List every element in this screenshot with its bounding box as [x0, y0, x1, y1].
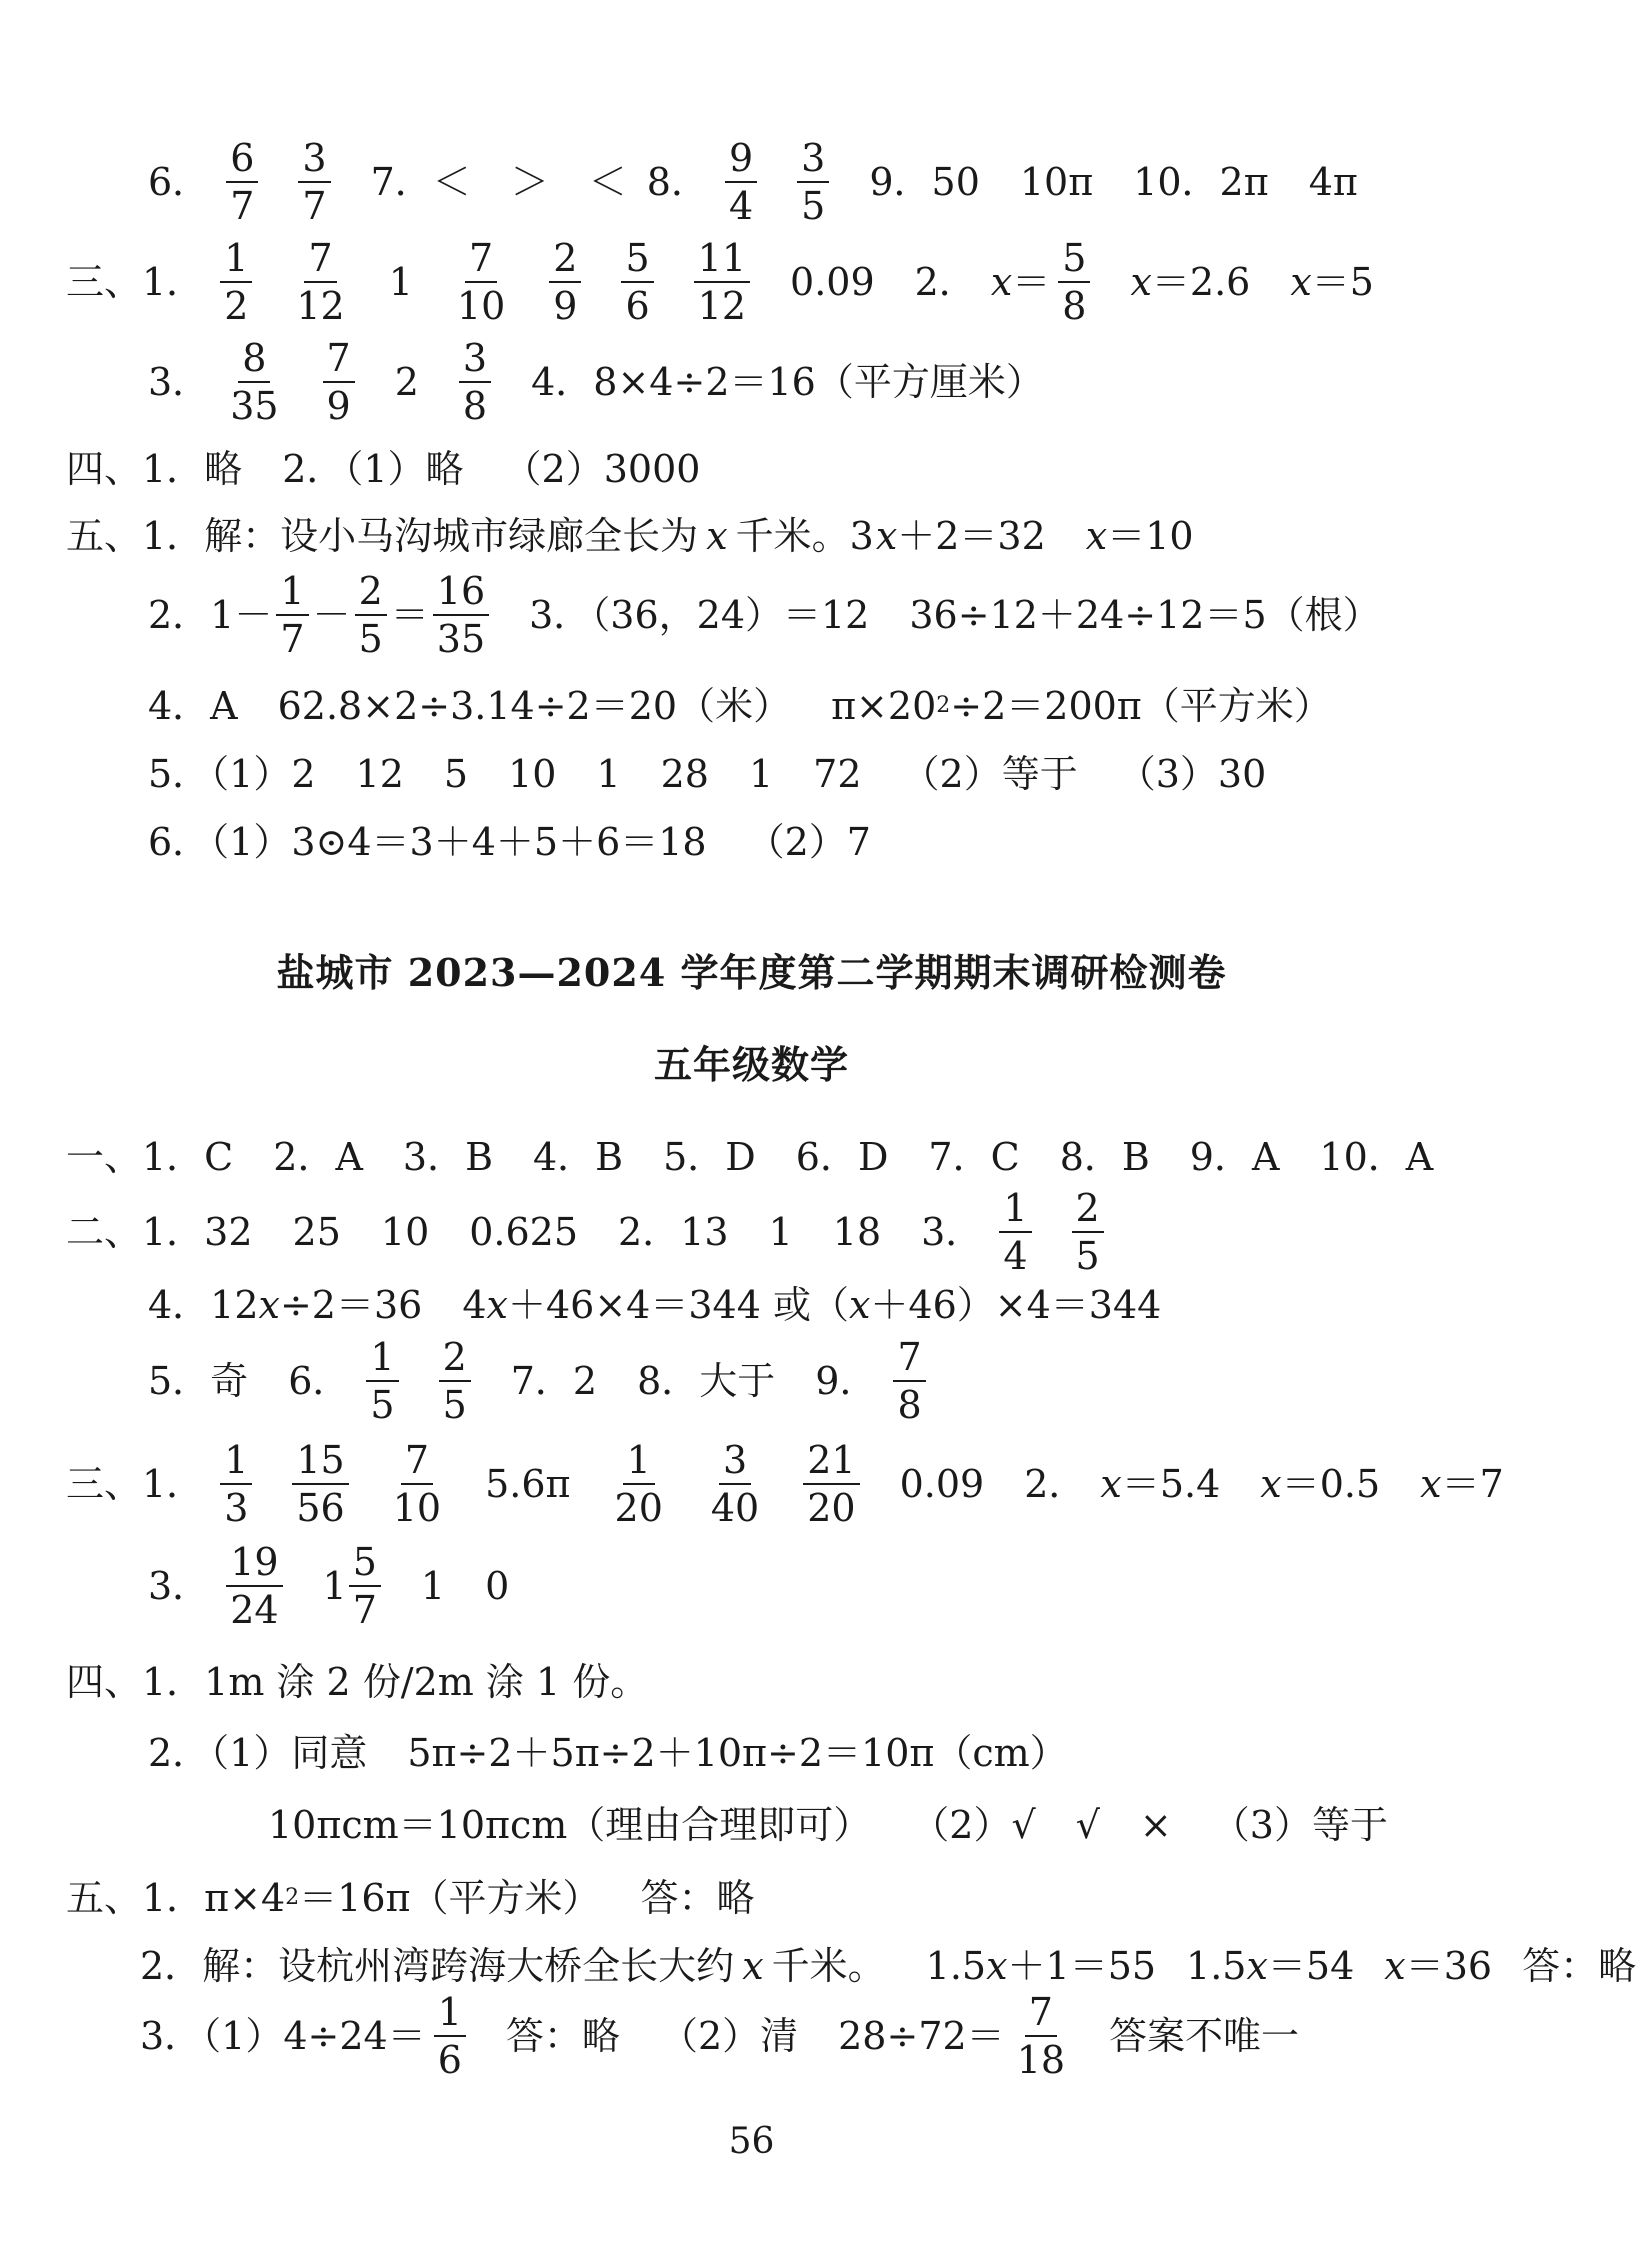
answer-text: 5π÷2＋5π÷2＋10π÷2＝10π（cm）	[407, 1731, 1068, 1775]
answer-text: （2）√	[911, 1803, 1036, 1847]
fraction: $\frac{9}{4}$	[725, 135, 757, 229]
variable-x: x	[1260, 1462, 1282, 1506]
answer-row	[140, 1944, 1636, 1988]
answer-text: 答：略	[505, 2014, 620, 2058]
answer-row	[66, 1185, 1144, 1279]
answer-text: 10πcm＝10πcm（理由合理即可）	[268, 1803, 872, 1847]
answer-text: ＝36	[1405, 1944, 1493, 1988]
fraction: $\frac{7}{9}$	[323, 335, 355, 429]
answer-text: 28	[660, 752, 709, 796]
item-number: 8．	[646, 160, 709, 204]
fraction: $\frac{11}{12}$	[694, 235, 750, 329]
answer-text: 4．8×4÷2＝16（平方厘米）	[531, 360, 1044, 404]
answer-text: 7．2	[510, 1359, 598, 1403]
answer-row	[66, 1660, 649, 1704]
fraction: $\frac{2}{5}$	[1072, 1185, 1104, 1279]
answer-text: 4．A	[148, 684, 238, 728]
answer-text: 4．B	[533, 1135, 624, 1179]
answer-text: 五、1．解：设小马沟城市绿廊全长为	[66, 514, 699, 558]
answer-row: 五、1．π×4 2 ＝16π（平方米） 答：略	[66, 1876, 755, 1920]
variable-x: x	[1100, 1462, 1122, 1506]
answer-text: 1	[596, 752, 621, 796]
fraction: $\frac{7}{18}$	[1016, 1990, 1066, 2082]
answer-text: 二、1．32	[66, 1210, 253, 1254]
section-label: 三、1．	[66, 260, 205, 304]
answer-row: 4．A 62.8×2÷3.14÷2＝20（米） π×20 2 ÷2＝200π（平方米）	[148, 684, 1332, 728]
answer-text: 62.8×2÷3.14÷2＝20（米）	[277, 684, 792, 728]
answer-text: ＝2.6	[1151, 260, 1251, 304]
answer-row	[268, 1803, 1388, 1847]
item-number: 3．	[921, 1210, 984, 1254]
answer-text: ＝10	[1107, 514, 1194, 558]
variable-x: x	[848, 1283, 871, 1327]
answer-text: ＋1＝55	[1007, 1944, 1157, 1988]
fraction: $\frac{3}{8}$	[459, 335, 491, 429]
answer-row	[66, 235, 1374, 329]
answer-text: 1	[748, 752, 774, 796]
answer-text: （2）清	[659, 2014, 799, 2058]
answer-text: 12	[355, 752, 404, 796]
answer-text: 2．13	[618, 1210, 729, 1254]
answer-text: ＜	[588, 160, 627, 204]
item-number: 2．	[1024, 1462, 1087, 1506]
answer-row	[66, 514, 1194, 558]
fraction: $\frac{7}{10}$	[456, 236, 506, 328]
fraction: $\frac{1}{7}$	[276, 568, 308, 662]
answer-text: 2．（1）同意	[148, 1731, 368, 1775]
answer-text: 1	[388, 260, 413, 304]
answer-text: 10	[380, 1210, 430, 1254]
fraction: $\frac{15}{56}$	[292, 1437, 348, 1531]
answer-row	[148, 752, 1267, 796]
answer-text: 2	[394, 360, 419, 404]
answer-text: 0	[485, 1564, 510, 1608]
item-number: 3．	[148, 360, 211, 404]
answer-text: 3．（1）4÷24＝	[140, 2014, 426, 2058]
answer-text: ＝7	[1441, 1462, 1504, 1506]
answer-text: 8．B	[1059, 1135, 1150, 1179]
answer-text: 四、1．1m 涂 2 份/2m 涂 1 份。	[66, 1660, 649, 1704]
answer-text: √	[1075, 1803, 1100, 1847]
answer-text: （3）30	[1117, 752, 1267, 796]
answer-text: 7．＜	[370, 160, 471, 204]
item-number: 2．	[914, 260, 977, 304]
mixed-number-whole: 1	[322, 1564, 347, 1608]
answer-row	[66, 447, 701, 491]
page-title: 盐城市 2023—2024 学年度第二学期期末调研检测卷	[276, 950, 1227, 995]
answer-text: 千米。3	[735, 514, 874, 558]
answer-text: ＞	[510, 160, 549, 204]
answer-text: 9．A	[1189, 1135, 1280, 1179]
answer-text: ＝54	[1267, 1944, 1355, 1988]
fraction: $\frac{7}{10}$	[392, 1438, 442, 1530]
answer-text: 10．A	[1319, 1135, 1434, 1179]
answer-row	[148, 1539, 509, 1633]
answer-text: 72	[813, 752, 862, 796]
variable-x: x	[1420, 1462, 1442, 1506]
answer-text: 答案不唯一	[1109, 2014, 1300, 2058]
answer-text: ＝16π（平方米）	[299, 1876, 601, 1920]
answer-text: ＋46×4＝344 或（	[507, 1283, 849, 1327]
answer-text: 10．2π	[1133, 160, 1269, 204]
answer-row	[148, 135, 1358, 229]
page-subtitle: 五年级数学	[653, 1042, 849, 1087]
answer-text: 28÷72＝	[838, 2014, 1005, 2058]
answer-text: 10	[508, 752, 557, 796]
item-number: 9．	[815, 1359, 878, 1403]
answer-text: 4	[462, 1283, 487, 1327]
variable-x: x	[990, 260, 1013, 304]
fraction: $\frac{16}{35}$	[433, 568, 489, 662]
variable-x: x	[1246, 1944, 1268, 1988]
variable-x: x	[1130, 260, 1152, 304]
answer-text: 一、1．C	[66, 1135, 234, 1179]
answer-text: 8．大于	[637, 1359, 776, 1403]
fraction: $\frac{5}{7}$	[349, 1539, 381, 1633]
answer-text: 25	[292, 1210, 341, 1254]
fraction: $\frac{1}{6}$	[434, 1989, 466, 2083]
answer-row	[148, 1334, 966, 1428]
fraction: $\frac{1}{20}$	[614, 1438, 663, 1530]
answer-text: 1	[420, 1564, 446, 1608]
answer-text: 5．D	[663, 1135, 756, 1179]
answer-row	[148, 1283, 1162, 1327]
answer-text: 3．B	[402, 1135, 493, 1179]
variable-x: x	[706, 514, 728, 558]
fraction: $\frac{7}{12}$	[296, 236, 345, 328]
item-number: 6．	[148, 160, 211, 204]
item-number: 3．	[148, 1564, 211, 1608]
answer-text: ÷2＝200π（平方米）	[950, 684, 1332, 728]
answer-text: 0.625	[469, 1210, 579, 1254]
answer-text: ×	[1139, 1803, 1172, 1847]
fraction: $\frac{8}{35}$	[230, 336, 279, 428]
answer-text: 36÷12＋24÷12＝5（根）	[909, 593, 1381, 637]
answer-text: 5．奇	[148, 1359, 249, 1403]
fraction: $\frac{1}{4}$	[999, 1185, 1031, 1279]
fraction: $\frac{2}{9}$	[549, 235, 581, 329]
answer-row	[148, 820, 871, 864]
fraction: $\frac{5}{8}$	[1058, 235, 1090, 329]
answer-text: 5.6π	[485, 1462, 571, 1506]
answer-text: ＝0.5	[1281, 1462, 1381, 1506]
answer-text: 3．（36，24）＝12	[529, 593, 870, 637]
fraction: $\frac{1}{5}$	[366, 1334, 398, 1428]
answer-text: 2．1－	[148, 593, 273, 637]
answer-text: 四、1．略	[66, 447, 243, 491]
fraction: $\frac{3}{40}$	[710, 1438, 760, 1530]
answer-text: ＝5	[1311, 260, 1374, 304]
answer-row	[148, 335, 1044, 429]
fraction: $\frac{2}{5}$	[355, 568, 387, 662]
variable-x: x	[1085, 514, 1108, 558]
answer-text: 5．（1）2	[148, 752, 316, 796]
section-label: 三、1．	[66, 1462, 205, 1506]
answer-text: π×20	[831, 684, 937, 728]
answer-text: ＝	[390, 593, 429, 637]
variable-x: x	[1384, 1944, 1406, 1988]
fraction: $\frac{5}{6}$	[621, 235, 653, 329]
variable-x: x	[486, 1283, 508, 1327]
answer-text: 千米。	[771, 1944, 886, 1988]
answer-text: －	[312, 593, 351, 637]
fraction: $\frac{1}{3}$	[220, 1437, 252, 1531]
answer-text: 6．（1）3⊙4＝3＋4＋5＋6＝18	[148, 820, 707, 864]
answer-text: （2）7	[746, 820, 871, 864]
fraction: $\frac{7}{8}$	[893, 1334, 925, 1428]
fraction: $\frac{1}{2}$	[220, 235, 252, 329]
answer-text: 18	[832, 1210, 882, 1254]
answer-text: （3）等于	[1211, 1803, 1388, 1847]
page-number: 56	[728, 2121, 775, 2162]
fraction: $\frac{21}{20}$	[803, 1437, 859, 1531]
answer-text: 2．A	[273, 1135, 363, 1179]
answer-text: 2．解：设杭州湾跨海大桥全长大约	[140, 1944, 735, 1988]
answer-text: 5	[443, 752, 469, 796]
answer-text: ÷2＝36	[279, 1283, 423, 1327]
answer-text: 1	[768, 1210, 793, 1254]
variable-x: x	[258, 1283, 280, 1327]
answer-row	[66, 1437, 1504, 1531]
answer-row	[140, 1989, 1299, 2083]
answer-row	[148, 568, 1381, 662]
answer-text: 4．12	[148, 1283, 259, 1327]
answer-text: 9．50	[869, 160, 980, 204]
variable-x: x	[875, 514, 898, 558]
answer-text: ＝	[1012, 260, 1051, 304]
fraction: $\frac{2}{5}$	[439, 1334, 471, 1428]
answer-text: 答：略	[640, 1876, 755, 1920]
variable-x: x	[986, 1944, 1008, 1988]
answer-text: 1.5	[925, 1944, 987, 1988]
answer-text: 4π	[1308, 160, 1358, 204]
fraction: $\frac{3}{7}$	[298, 135, 330, 229]
answer-text: （2）3000	[503, 447, 701, 491]
answer-text: 6．D	[795, 1135, 889, 1179]
answer-text: ＋2＝32	[897, 514, 1046, 558]
answer-row	[148, 1731, 1068, 1775]
answer-text: 1.5	[1186, 1944, 1247, 1988]
answer-text: 10π	[1019, 160, 1094, 204]
item-number: 6．	[288, 1359, 351, 1403]
answer-text: 0.09	[790, 260, 875, 304]
variable-x: x	[1290, 260, 1312, 304]
answer-text: （2）等于	[901, 752, 1078, 796]
answer-text: 0.09	[899, 1462, 985, 1506]
fraction: $\frac{6}{7}$	[226, 135, 258, 229]
answer-text: 2．（1）略	[282, 447, 464, 491]
answer-row	[66, 1135, 1434, 1179]
answer-text: ＝5.4	[1121, 1462, 1221, 1506]
fraction: $\frac{3}{5}$	[797, 135, 829, 229]
answer-text: 五、1．π×4	[66, 1876, 286, 1920]
answer-text: ＋46）×4＝344	[870, 1283, 1162, 1327]
variable-x: x	[742, 1944, 764, 1988]
answer-text: 7．C	[928, 1135, 1020, 1179]
answer-text: 答：略	[1522, 1944, 1636, 1988]
fraction: $\frac{19}{24}$	[226, 1539, 282, 1633]
